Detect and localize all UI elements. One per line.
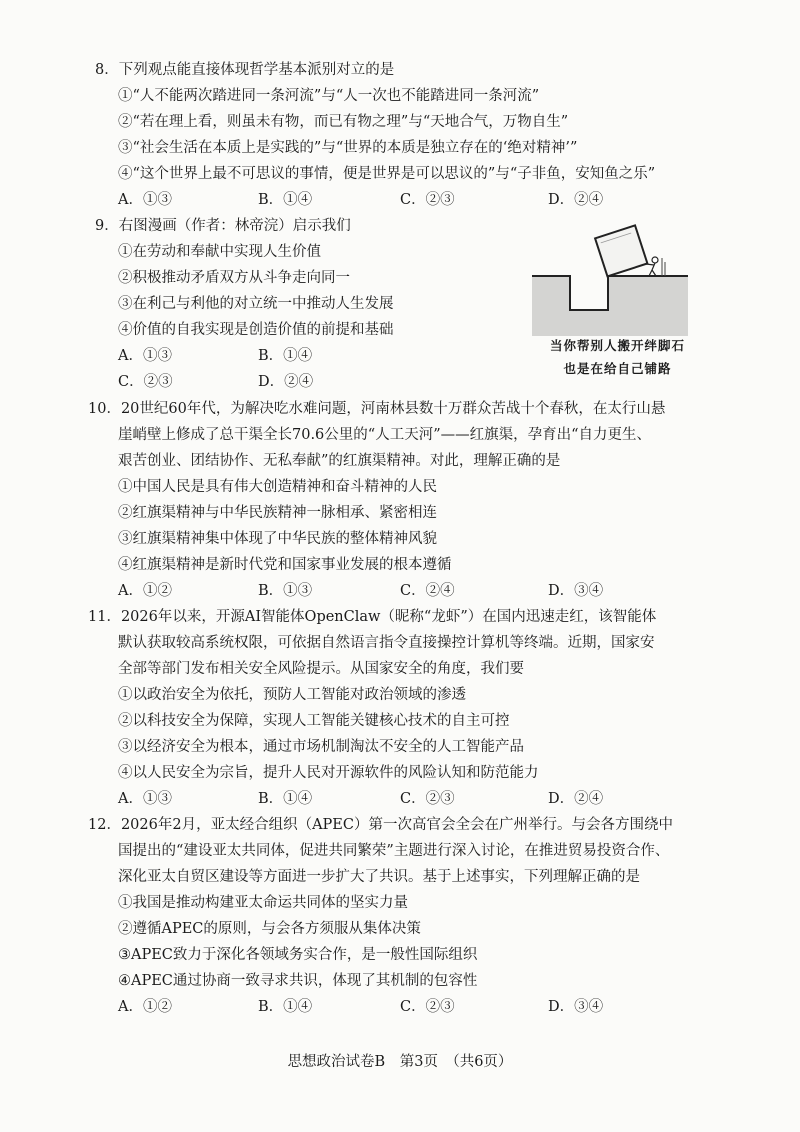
option-4: ④以人民安全为宗旨，提升人民对开源软件的风险认知和防范能力: [118, 765, 539, 781]
option-4: ④APEC通过协商一致寻求共识，体现了其机制的包容性: [118, 973, 478, 989]
stem-continuation-2: 艰苦创业、团结协作、无私奉献”的红旗渠精神。对此，理解正确的是: [118, 453, 561, 469]
option-3: ③以经济安全为根本，通过市场机制淘汰不安全的人工智能产品: [118, 739, 524, 755]
choice-c[interactable]: C．②③: [400, 999, 455, 1015]
choice-b[interactable]: B．①④: [258, 192, 313, 208]
question-stem: 8．下列观点能直接体现哲学基本派别对立的是: [95, 62, 395, 78]
question-stem: 12．2026年2月，亚太经合组织（APEC）第一次高官会全会在广州举行。与会各方围绕中: [88, 817, 673, 833]
question-stem: 9．右图漫画（作者：林帝浣）启示我们: [95, 218, 351, 234]
choice-c[interactable]: C．②④: [400, 583, 455, 599]
stem-continuation-2: 深化亚太自贸区建设等方面进一步扩大了共识。基于上述事实，下列理解正确的是: [118, 869, 640, 885]
stem-continuation-1: 默认获取较高系统权限，可依据自然语言指令直接操控计算机等终端。近期，国家安: [118, 635, 655, 651]
choice-b[interactable]: B．①③: [258, 583, 313, 599]
choice-d[interactable]: D．③④: [548, 583, 604, 599]
stem-continuation-1: 国提出的“建设亚太共同体，促进共同繁荣”主题进行深入讨论，在推进贸易投资合作、: [118, 843, 670, 859]
option-2: ②以科技安全为保障，实现人工智能关键核心技术的自主可控: [118, 713, 510, 729]
choice-d[interactable]: D．②④: [258, 374, 314, 390]
option-1: ①“人不能两次踏进同一条河流”与“人一次也不能踏进同一条河流”: [118, 88, 540, 104]
choice-a[interactable]: A．①②: [118, 999, 172, 1015]
page-footer: 思想政治试卷B 第3页 （共6页）: [287, 1054, 513, 1070]
question-stem: 11．2026年以来，开源AI智能体OpenClaw（昵称“龙虾”）在国内迅速走红，该智能体: [88, 609, 657, 625]
choice-c[interactable]: C．②③: [118, 374, 173, 390]
option-4: ④“这个世界上最不可思议的事情，便是世界是可以思议的”与“子非鱼，安知鱼之乐”: [118, 166, 656, 182]
choice-d[interactable]: D．②④: [548, 192, 604, 208]
choice-a[interactable]: A．①②: [118, 583, 172, 599]
option-1: ①中国人民是具有伟大创造精神和奋斗精神的人民: [118, 479, 437, 495]
cartoon-illustration: [530, 218, 690, 338]
option-1: ①我国是推动构建亚太命运共同体的坚实力量: [118, 895, 408, 911]
choice-a[interactable]: A．①③: [118, 192, 172, 208]
choice-c[interactable]: C．②③: [400, 791, 455, 807]
option-4: ④价值的自我实现是创造价值的前提和基础: [118, 322, 394, 338]
cartoon-caption-line1: 当你帮别人搬开绊脚石: [549, 338, 685, 353]
option-3: ③在利己与利他的对立统一中推动人生发展: [118, 296, 394, 312]
choice-a[interactable]: A．①③: [118, 791, 172, 807]
option-2: ②“若在理上看，则虽未有物，而已有物之理”与“天地合气，万物自生”: [118, 114, 569, 130]
cartoon-caption-line2: 也是在给自己铺路: [563, 361, 672, 376]
option-4: ④红旗渠精神是新时代党和国家事业发展的根本遵循: [118, 557, 452, 573]
question-stem: 10．20世纪60年代，为解决吃水难问题，河南林县数十万群众苦战十个春秋，在太行山悬: [88, 401, 666, 417]
choice-b[interactable]: B．①④: [258, 791, 313, 807]
option-2: ②遵循APEC的原则，与会各方须服从集体决策: [118, 921, 421, 937]
option-3: ③APEC致力于深化各领域务实合作，是一般性国际组织: [118, 947, 478, 963]
choice-b[interactable]: B．①④: [258, 348, 313, 364]
option-1: ①以政治安全为依托，预防人工智能对政治领域的渗透: [118, 687, 466, 703]
stem-continuation-1: 崖峭壁上修成了总干渠全长70.6公里的“人工天河”——红旗渠，孕育出“自力更生、: [118, 427, 652, 443]
choice-c[interactable]: C．②③: [400, 192, 455, 208]
option-3: ③红旗渠精神集中体现了中华民族的整体精神风貌: [118, 531, 437, 547]
choice-b[interactable]: B．①④: [258, 999, 313, 1015]
option-1: ①在劳动和奉献中实现人生价值: [118, 244, 321, 260]
option-2: ②积极推动矛盾双方从斗争走向同一: [118, 270, 350, 286]
option-2: ②红旗渠精神与中华民族精神一脉相承、紧密相连: [118, 505, 437, 521]
option-3: ③“社会生活在本质上是实践的”与“世界的本质是独立存在的‘绝对精神’”: [118, 140, 578, 156]
choice-a[interactable]: A．①③: [118, 348, 172, 364]
choice-d[interactable]: D．③④: [548, 999, 604, 1015]
stem-continuation-2: 全部等部门发布相关安全风险提示。从国家安全的角度，我们要: [118, 661, 524, 677]
choice-d[interactable]: D．②④: [548, 791, 604, 807]
